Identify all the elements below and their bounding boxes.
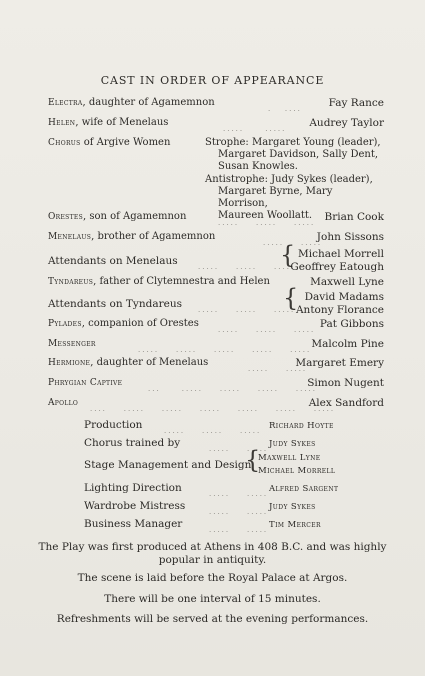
- brace-icon: {: [280, 241, 296, 269]
- cast-row-phrygian-captive: [48, 377, 384, 393]
- leader-dots: ... ..... ..... ..... .....: [148, 385, 318, 393]
- cast-row-electra: [48, 97, 384, 113]
- leader-dots: ..... ..... .....: [198, 263, 296, 271]
- leader-dots: ..... .....: [248, 365, 308, 373]
- cast-row-apollo: [48, 397, 384, 413]
- leader-dots: ..... .....: [223, 125, 287, 133]
- leader-dots: . ....: [268, 105, 302, 113]
- crew-row-business-manager: Business Manager ..... ..... Tim Mercer: [84, 518, 321, 534]
- crew-row-production: Production ..... ..... ..... Richard Hoyte: [84, 419, 334, 435]
- refreshments-note: Refreshments will be served at the evening performances.: [56, 613, 369, 625]
- character-name: Apollo: [48, 398, 79, 408]
- leader-dots: ..... ..... .....: [218, 219, 316, 227]
- character-name: Messenger: [48, 339, 96, 349]
- cast-row-hermione: [48, 357, 384, 373]
- chorus-strophe: Strophe: Margaret Young (leader), Margaret Davidson, Sally Dent, Susan Knowles.: [205, 137, 381, 172]
- character-name: Attendants on Menelaus: [48, 255, 178, 267]
- character-name: Hermione, daughter of Menelaus: [48, 357, 209, 368]
- stage-management-people: Maxwell Lyne Michael Morrell: [258, 453, 336, 476]
- crew-row-wardrobe: Wardrobe Mistress ..... ..... Judy Sykes: [84, 500, 316, 516]
- leader-dots: .... ..... ..... ..... ..... ..... .....: [90, 405, 336, 413]
- cast-row-helen: [48, 117, 384, 133]
- cast-row-messenger: [48, 338, 384, 354]
- chorus-antistrophe: Antistrophe: Judy Sykes (leader), Margaret Byrne, Mary Morrison, Maureen Woollatt.: [205, 174, 373, 221]
- character-name: Pylades, companion of Orestes: [48, 318, 199, 329]
- actor-name: Simon Nugent: [307, 377, 384, 389]
- actor-name: Alex Sandford: [308, 397, 384, 409]
- cast-row-tyndareus: [48, 276, 384, 292]
- character-name: Phrygian Captive: [48, 378, 123, 388]
- leader-dots: ..... ..... .....: [218, 326, 316, 334]
- character-name: Helen, wife of Menelaus: [48, 117, 169, 128]
- leader-dots: ..... .....: [263, 239, 323, 247]
- leader-dots: ..... .....: [209, 490, 269, 498]
- brace-icon: {: [245, 446, 261, 474]
- leader-dots: ..... .....: [209, 526, 269, 534]
- scene-note: The scene is laid before the Royal Palace at Argos.: [77, 572, 348, 584]
- cast-row-menelaus: [48, 231, 384, 247]
- cast-row-pylades: [48, 318, 384, 334]
- leader-dots: ..... .....: [209, 445, 269, 453]
- actor-name: Audrey Taylor: [309, 117, 384, 129]
- actor-name: Brian Cook: [324, 211, 384, 223]
- leader-dots: ..... ..... ..... ..... .....: [138, 346, 312, 354]
- actor-name: Maxwell Lyne: [310, 276, 384, 288]
- leader-dots: ..... ..... .....: [198, 306, 296, 314]
- brace-icon: {: [283, 284, 299, 312]
- character-name: Menelaus, brother of Agamemnon: [48, 231, 216, 242]
- character-name: Attendants on Tyndareus: [48, 298, 182, 310]
- crew-row-lighting: Lighting Direction ..... ..... Alfred Sargent: [84, 482, 339, 498]
- interval-note: There will be one interval of 15 minutes.: [104, 593, 321, 605]
- crew-row-stage-management: Stage Management and Design: [84, 459, 252, 471]
- crew-row-chorus-trainer: Chorus trained by ..... ..... Judy Sykes: [84, 437, 316, 453]
- leader-dots: ..... .....: [209, 508, 269, 516]
- character-name: Tyndareus, father of Clytemnestra and Helen: [48, 276, 270, 287]
- leader-dots: ..... ..... .....: [164, 427, 262, 435]
- cast-row-orestes: [48, 211, 384, 227]
- cast-heading: CAST IN ORDER OF APPEARANCE: [100, 74, 325, 87]
- production-history-note: The Play was first produced at Athens in 408 B.C. and was highly popular in antiquity.: [38, 541, 387, 566]
- actor-name: Pat Gibbons: [319, 318, 384, 330]
- character-name: Orestes, son of Agamemnon: [48, 211, 187, 222]
- character-name: Electra, daughter of Agamemnon: [48, 97, 215, 108]
- attendants-menelaus-actors: Michael Morrell Geoffrey Eatough: [290, 248, 384, 273]
- chorus-label: Chorus of Argive Women: [48, 137, 171, 148]
- actor-name: Margaret Emery: [295, 357, 384, 369]
- actor-name: Fay Rance: [328, 97, 384, 109]
- actor-name: Malcolm Pine: [311, 338, 384, 350]
- actor-name: John Sissons: [316, 231, 384, 243]
- attendants-tyndareus-actors: David Madams Antony Florance: [295, 291, 384, 316]
